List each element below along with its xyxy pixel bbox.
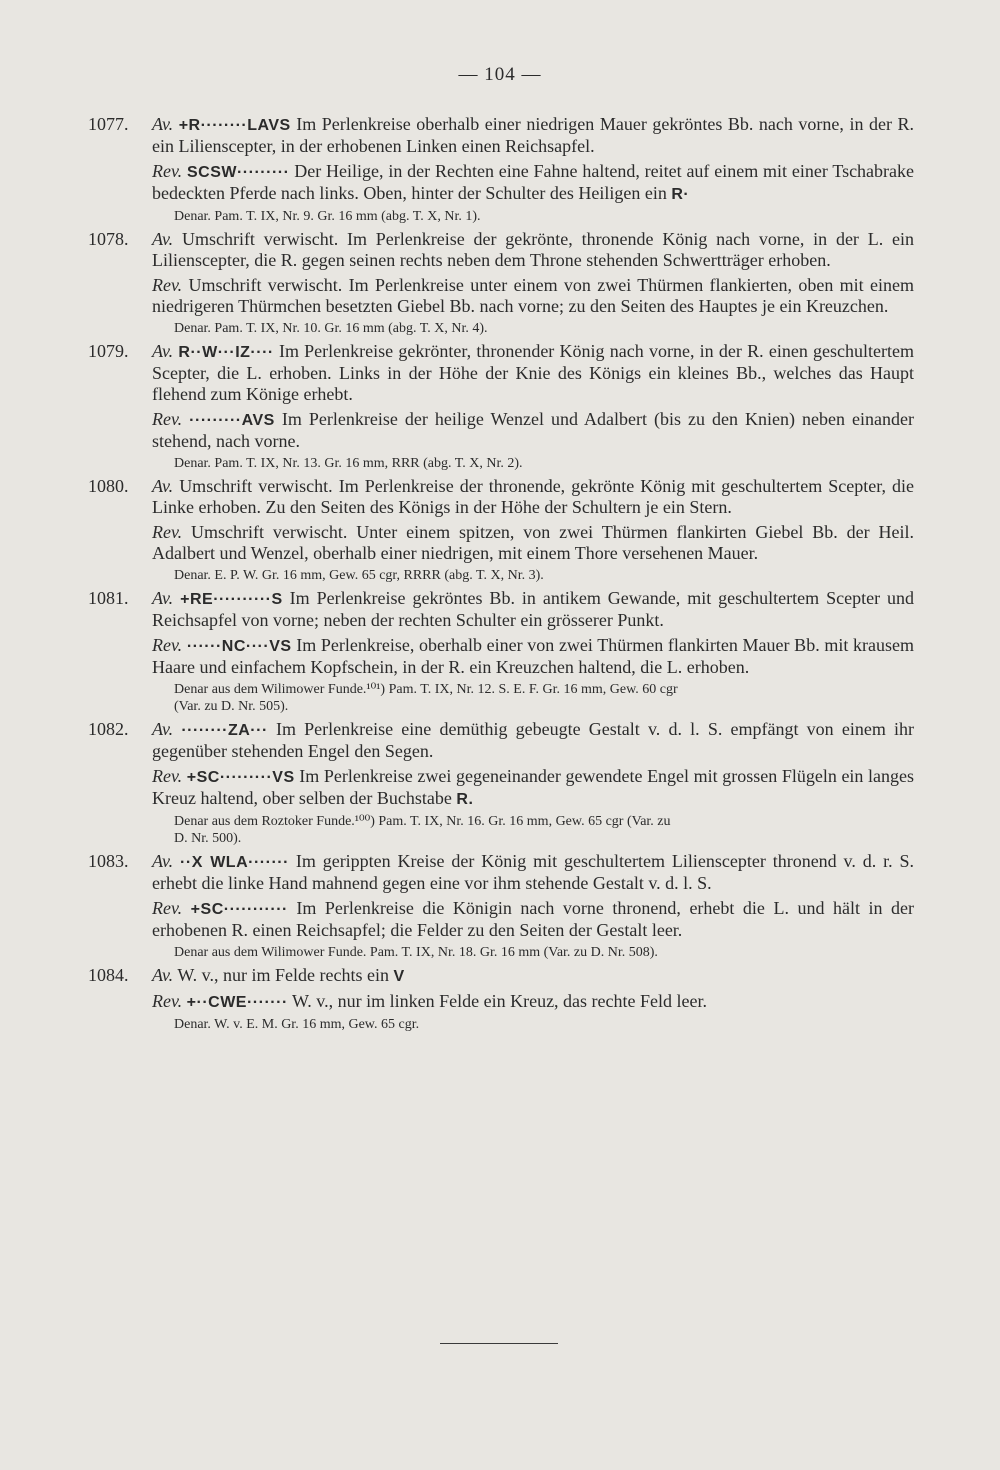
reverse-label: Rev. — [152, 161, 183, 181]
reverse-description — [152, 635, 914, 678]
reverse-letter: R· — [671, 186, 690, 203]
obverse-label: Av. — [152, 476, 174, 496]
coin-note: Denar aus dem Wilimower Funde. Pam. T. IX, Nr. 18. Gr. 16 mm (Var. zu D. Nr. 508). — [174, 945, 658, 960]
obverse-legend: ··X WLA······· — [180, 854, 289, 871]
entry-number: 1079. — [88, 341, 129, 361]
obverse-description — [152, 341, 914, 405]
coin-note: Denar. W. v. E. M. Gr. 16 mm, Gew. 65 cgr. — [174, 1017, 420, 1032]
obverse-description — [152, 965, 914, 987]
entry-number: 1080. — [88, 476, 129, 496]
obverse-legend: R··W···IZ···· — [178, 344, 274, 361]
catalog-entry — [88, 341, 914, 472]
obverse-text: Im Perlenkreise gekröntes Bb. in antikem Gewande, mit geschultertem Scepter und Reichsapfel von vorne; neben der rechten Schulter ein grösserer Punkt. — [152, 588, 915, 630]
obverse-label: Av. — [152, 965, 174, 985]
reverse-text: Umschrift verwischt. Im Perlenkreise unter einem von zwei Thürmen flankierten, oben mit einem niedrigeren Thürmchen besetzten Giebel Bb. nach vorne; zu den Seiten des Hauptes je ein Kreuzchen. — [152, 275, 915, 316]
reverse-description — [152, 409, 914, 452]
obverse-legend: +RE··········S — [180, 591, 283, 608]
reverse-text: Umschrift verwischt. Unter einem spitzen, von zwei Thürmen flankirten Giebel Bb. der Heil. Adalbert und Wenzel, oberhalb einer niedrigen, mit einem Thore versehenen Mauer. — [152, 522, 914, 563]
coin-note-line: Denar aus dem Wilimower Funde.¹⁰¹) Pam. T. IX, Nr. 12. S. E. F. Gr. 16 mm, Gew. 60 cgr — [174, 682, 678, 697]
reverse-text: Im Perlenkreise zwei gegeneinander gewendete Engel mit grossen Flügeln ein langes Kreuz haltend, ober selben der Buchstabe — [152, 766, 915, 808]
obverse-description — [152, 229, 914, 271]
entry-number: 1082. — [88, 719, 129, 739]
reverse-text: Im Perlenkreise die Königin nach vorne thronend, erhebt die L. und hält in der erhobenen R. einen Reichsapfel; die Felder zu den Seiten der Gestalt leer. — [152, 898, 915, 940]
reverse-label: Rev. — [152, 275, 183, 295]
entry-number: 1084. — [88, 965, 129, 985]
reverse-legend: ·········AVS — [189, 412, 275, 429]
reverse-description — [152, 275, 914, 317]
coin-note — [174, 813, 914, 847]
obverse-legend: +R········LAVS — [178, 117, 291, 134]
catalog-entries — [88, 114, 914, 1037]
coin-note: Denar. Pam. T. IX, Nr. 9. Gr. 16 mm (abg. T. X, Nr. 1). — [174, 209, 481, 224]
coin-note-continuation: D. Nr. 500). — [174, 831, 242, 846]
coin-note-line: Denar aus dem Roztoker Funde.¹⁰⁰) Pam. T. IX, Nr. 16. Gr. 16 mm, Gew. 65 cgr (Var. zu — [174, 814, 671, 829]
reverse-legend: ······NC····VS — [186, 638, 292, 655]
catalog-entry — [88, 229, 914, 337]
coin-note — [174, 681, 914, 715]
obverse-text: Umschrift verwischt. Im Perlenkreise der thronende, gekrönte König mit geschultertem Scepter, die Linke erhoben. Zu den Seiten des Königs in der Höhe der Schultern je ein Stern. — [152, 476, 915, 517]
obverse-description — [152, 719, 914, 762]
reverse-text: Der Heilige, in der Rechten eine Fahne haltend, reitet auf einem mit einer Tschabrake bedeckten Pferde nach links. Oben, hinter der Schulter des Heiligen ein — [152, 161, 915, 203]
obverse-letter: V — [393, 968, 405, 985]
reverse-letter: R. — [456, 791, 474, 808]
reverse-description — [152, 898, 914, 941]
coin-note: Denar. Pam. T. IX, Nr. 10. Gr. 16 mm (abg. T. X, Nr. 4). — [174, 321, 488, 336]
reverse-label: Rev. — [152, 522, 183, 542]
catalog-entry — [88, 719, 914, 847]
reverse-description — [152, 161, 914, 205]
coin-note: Denar. Pam. T. IX, Nr. 13. Gr. 16 mm, RRR (abg. T. X, Nr. 2). — [174, 456, 523, 471]
reverse-legend: +SC·········VS — [186, 769, 295, 786]
obverse-description — [152, 588, 914, 631]
reverse-text: Im Perlenkreise der heilige Wenzel und Adalbert (bis zu den Knien) neben einander stehend, nach vorne. — [152, 409, 915, 451]
obverse-description — [152, 476, 914, 518]
reverse-label: Rev. — [152, 991, 183, 1011]
entry-number: 1077. — [88, 114, 129, 134]
catalog-entry — [88, 965, 914, 1033]
reverse-description — [152, 991, 914, 1013]
reverse-label: Rev. — [152, 898, 183, 918]
reverse-legend: +SC··········· — [190, 901, 288, 918]
obverse-label: Av. — [152, 341, 174, 361]
catalog-entry — [88, 851, 914, 961]
obverse-text: Im Perlenkreise oberhalb einer niedrigen Mauer gekröntes Bb. nach vorne, in der R. ein Lilienscepter, in der erhobenen Linken einen Reichsapfel. — [152, 114, 915, 156]
obverse-legend: ········ZA··· — [181, 722, 268, 739]
reverse-text: Im Perlenkreise, oberhalb einer von zwei Thürmen flankirten Mauer Bb. mit krausem Haare und einfachem Kopfschein, in der R. ein Kreuzchen haltend, die L. erhoben. — [152, 635, 915, 677]
closing-rule — [440, 1343, 558, 1344]
reverse-description — [152, 766, 914, 810]
catalog-entry — [88, 114, 914, 225]
reverse-label: Rev. — [152, 766, 183, 786]
obverse-text: W. v., nur im Felde rechts ein — [177, 965, 389, 985]
coin-note-continuation: (Var. zu D. Nr. 505). — [174, 699, 289, 714]
reverse-label: Rev. — [152, 635, 183, 655]
reverse-legend: +··CWE······· — [186, 994, 288, 1011]
reverse-description — [152, 522, 914, 564]
obverse-text: Im Perlenkreise eine demüthig gebeugte Gestalt v. d. l. S. empfängt von einem ihr gegenüber stehenden Engel den Segen. — [152, 719, 915, 761]
entry-number: 1081. — [88, 588, 129, 608]
obverse-text: Im gerippten Kreise der König mit geschultertem Lilienscepter thronend v. d. r. S. erhebt die linke Hand mahnend gegen eine vor ihm stehende Gestalt v. d. l. S. — [152, 851, 915, 893]
obverse-label: Av. — [152, 851, 174, 871]
coin-note: Denar. E. P. W. Gr. 16 mm, Gew. 65 cgr, RRRR (abg. T. X, Nr. 3). — [174, 568, 544, 583]
obverse-label: Av. — [152, 588, 174, 608]
obverse-text: Umschrift verwischt. Im Perlenkreise der gekrönte, thronende König nach vorne, in der L. ein Lilienscepter, die R. gegen seinen rechts neben dem Throne stehenden Schwertträger erhoben. — [152, 229, 914, 270]
obverse-label: Av. — [152, 114, 174, 134]
reverse-legend: SCSW········· — [186, 164, 290, 181]
obverse-description — [152, 851, 914, 894]
catalog-entry — [88, 588, 914, 715]
catalog-entry — [88, 476, 914, 584]
obverse-label: Av. — [152, 229, 174, 249]
page-number: — 104 — — [458, 64, 542, 85]
obverse-description — [152, 114, 914, 157]
entry-number: 1078. — [88, 229, 129, 249]
reverse-text: W. v., nur im linken Felde ein Kreuz, das rechte Feld leer. — [291, 991, 707, 1011]
obverse-label: Av. — [152, 719, 174, 739]
entry-number: 1083. — [88, 851, 129, 871]
obverse-text: Im Perlenkreise gekrönter, thronender König nach vorne, in der R. einen geschultertem Scepter, die L. erhoben. Links in der Höhe der Knie des Königs ein kleines Bb., welches das Haupt flehend zum Könige erhebt. — [152, 341, 915, 404]
reverse-label: Rev. — [152, 409, 183, 429]
